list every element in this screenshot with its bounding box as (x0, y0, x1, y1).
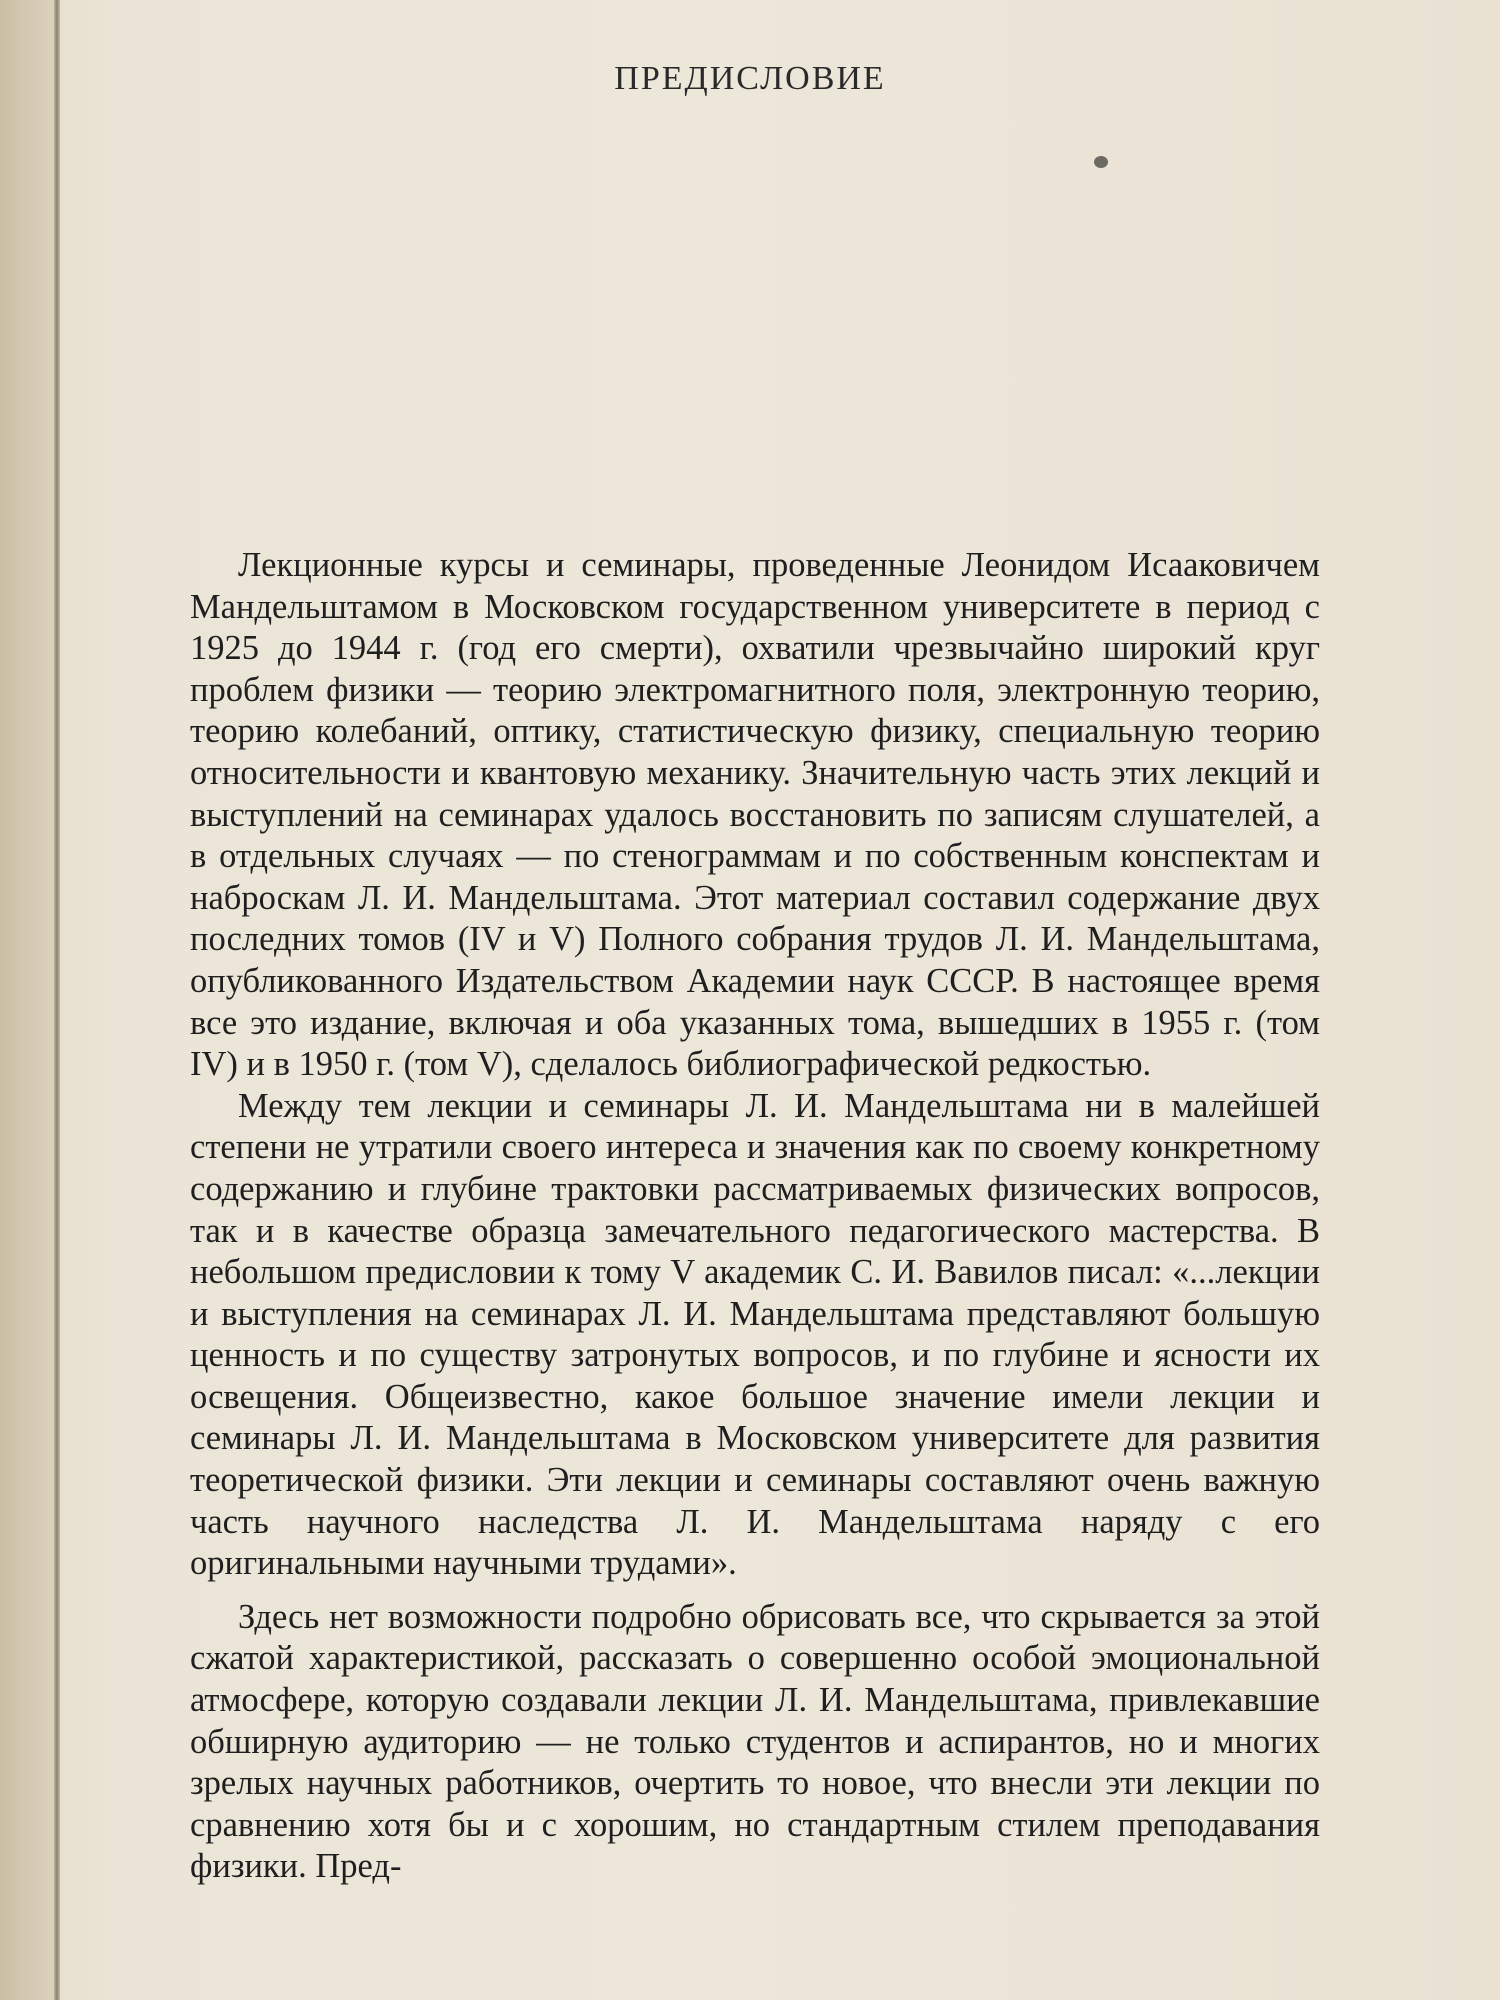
paragraph-1: Лекционные курсы и семинары, проведенные Леонидом Исааковичем Мандельштамом в Московском государственном университете в период с 1925 до 1944 г. (год его смерти), охватили чрезвычайно широкий круг проблем физики — теорию электромагнитного поля, электронную теорию, теорию колебаний, оптику, статистическую физику, специальную теорию относительности и квантовую механику. Значительную часть этих лекций и выступлений на семинарах удалось восстановить по записям слушателей, а в отдельных случаях — по стенограммам и по собственным конспектам и наброскам Л. И. Мандельштама. Этот материал составил содержание двух последних томов (IV и V) Полного собрания трудов Л. И. Мандельштама, опубликованного Издательством Академии наук СССР. В настоящее время все это издание, включая и оба указанных тома, вышедших в 1955 г. (том IV) и в 1950 г. (том V), сделалось библиографической редкостью. (190, 546, 1320, 1084)
binding-shadow (0, 0, 58, 2000)
page-title: ПРЕДИСЛОВИЕ (614, 60, 886, 97)
paragraph-3: Здесь нет возможности подробно обрисовать все, что скрывается за этой сжатой характеристикой, рассказать о совершенно особой эмоциональной атмосфере, которую создавали лекции Л. И. Мандельштама, привлекавшие обширную аудиторию — не только студентов и аспирантов, но и многих зрелых научных работников, очертить то новое, что внесли эти лекции по сравнению хотя бы и с хорошим, но стандартным стилем преподавания физики. Пред- (190, 1597, 1320, 1886)
book-binding (54, 0, 60, 2000)
ink-speck (1094, 156, 1108, 168)
paragraph-2: Между тем лекции и семинары Л. И. Мандельштама ни в малейшей степени не утратили своего интереса и значения как по своему конкретному содержанию и глубине трактовки рассматриваемых физических вопросов, так и в качестве образца замечательного педагогического мастерства. В небольшом предисловии к тому V академик С. И. Вавилов писал: «...лекции и выступления на семинарах Л. И. Мандельштама представляют большую ценность и по существу затронутых вопросов, и по глубине и ясности их освещения. Общеизвестно, какое большое значение имели лекции и семинары Л. И. Мандельштама в Московском университете для развития теоретической физики. Эти лекции и семинары составляют очень важную часть научного наследства Л. И. Мандельштама наряду с его оригинальными научными трудами». (190, 1086, 1320, 1583)
body-text (190, 545, 1320, 1888)
